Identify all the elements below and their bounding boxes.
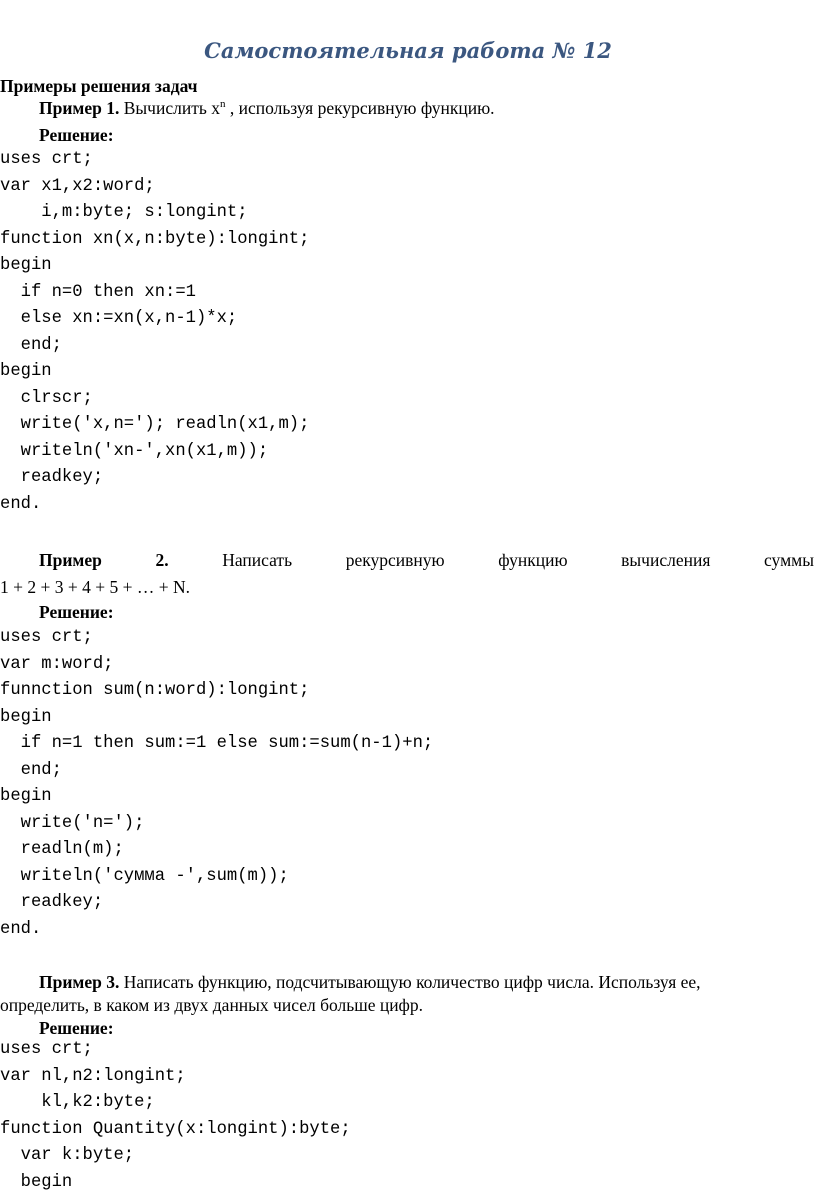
example2-word: Пример [39,550,102,570]
example3-solution-label: Решение: [39,1018,114,1038]
example2-word: Написать [222,550,293,570]
example1-text-before: Вычислить x [119,98,220,118]
example2-solution-label: Решение: [39,602,114,622]
example2-code: uses crt; var m:word; funnction sum(n:word):longint; begin if n=1 then sum:=1 else sum:=sum(n-1)+n; end; begin write('n='); readln(m); writeln('сумма -',sum(m)); readkey; end. [0,628,434,939]
example3-text: Написать функцию, подсчитывающую количество цифр числа. Используя ее, [119,972,701,992]
example3-statement [0,971,816,993]
example1-solution-label: Решение: [39,125,114,145]
example3-statement-line2: определить, в каком из двух данных чисел больше цифр. [0,995,424,1015]
example2-statement [0,549,816,571]
example1-statement [0,97,816,119]
example2-formula: 1 + 2 + 3 + 4 + 5 + … + N. [0,577,190,597]
section-heading: Примеры решения задач [0,76,198,96]
example1-superscript: n [219,98,226,111]
example2-word: вычисления [621,550,711,570]
example1-label: Пример 1. [39,98,120,118]
example2-word: суммы [764,550,814,570]
example2-word: 2. [155,550,169,570]
example1-code: uses crt; var x1,x2:word; i,m:byte; s:longint; function xn(x,n:byte):longint; begin if n=0 then xn:=1 else xn:=xn(x,n-1)*x; end; begin clrscr; write('x,n='); readln(x1,m); writeln('xn-',xn(x1,m)); readkey; end. [0,150,310,514]
example2-word: функцию [498,550,568,570]
example2-word: рекурсивную [345,550,445,570]
example3-label: Пример 3. [39,972,120,992]
example3-code: uses crt; var nl,n2:longint; kl,k2:byte; function Quantity(x:longint):byte; var k:byte; begin [0,1040,351,1192]
page-title: Самостоятельная работа № 12 [204,38,612,63]
example1-text-after: , используя рекурсивную функцию. [225,98,495,118]
